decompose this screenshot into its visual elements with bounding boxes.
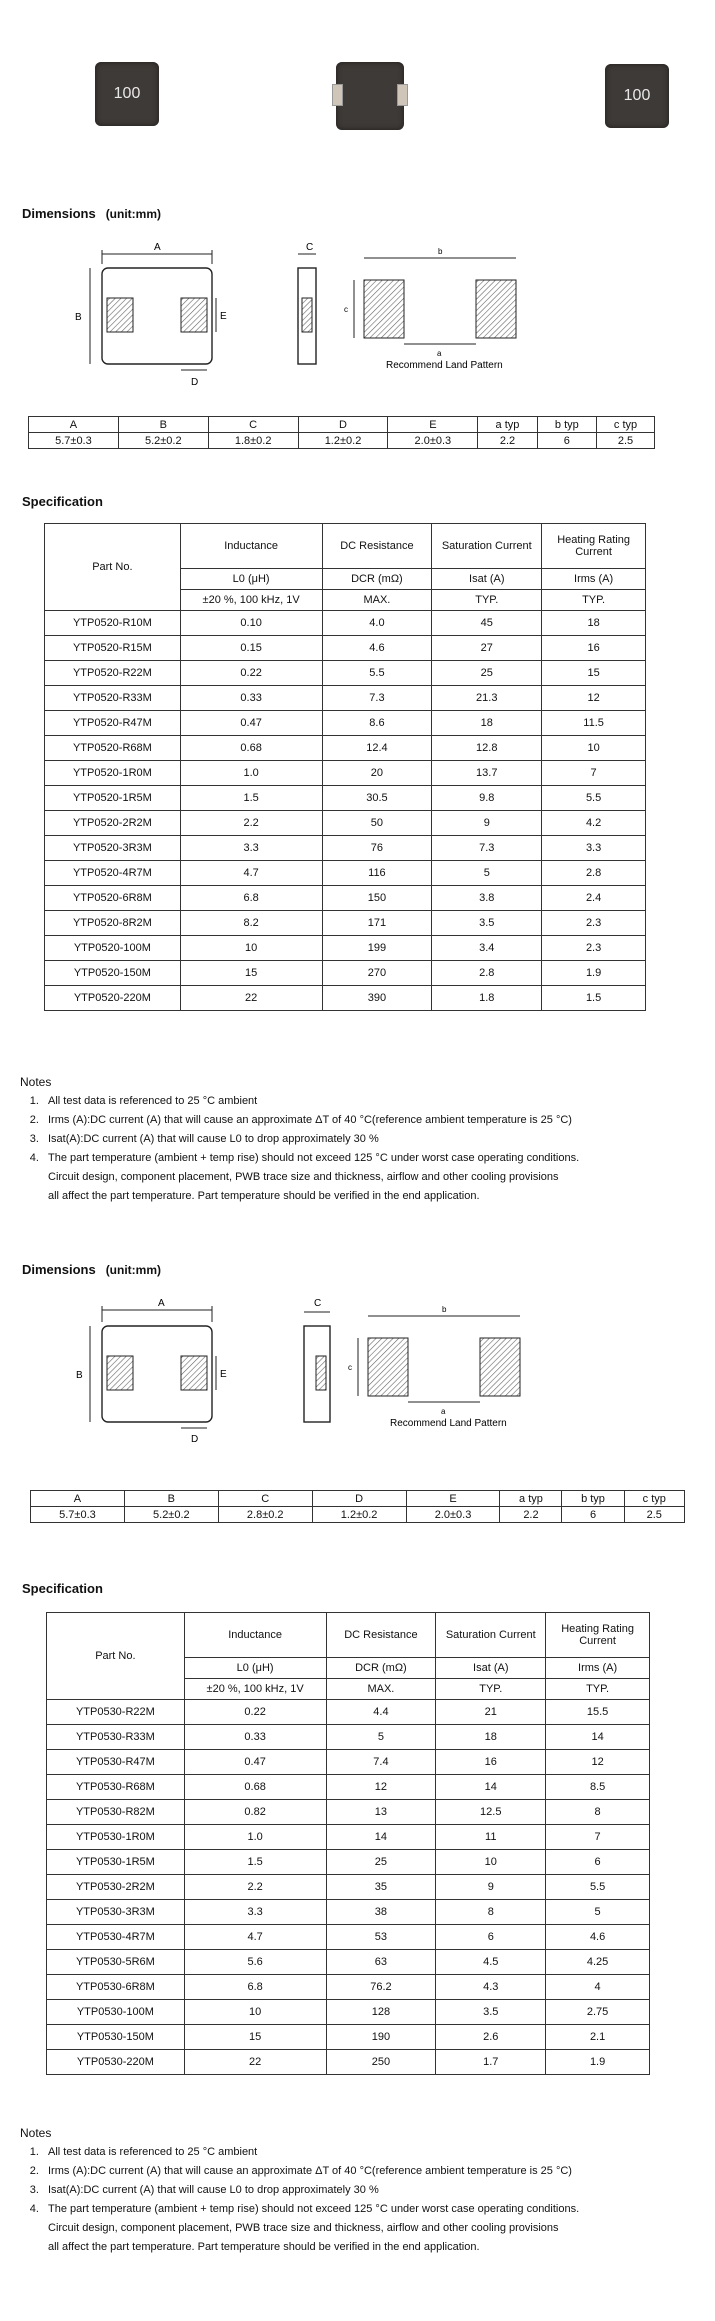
table-cell: 30.5 — [322, 786, 432, 811]
table-cell: YTP0530-5R6M — [47, 1950, 185, 1975]
table-row — [47, 1900, 650, 1925]
table-cell: YTP0520-R10M — [45, 611, 181, 636]
table-cell: 25 — [432, 661, 542, 686]
table-cell: 5 — [546, 1900, 650, 1925]
inductor-photo-side — [336, 62, 404, 130]
table-cell: 12 — [542, 686, 646, 711]
table-cell: YTP0520-R68M — [45, 736, 181, 761]
table-cell: 7.3 — [432, 836, 542, 861]
table-cell: 2.8 — [432, 961, 542, 986]
table-cell: 38 — [326, 1900, 436, 1925]
table-cell: 15 — [542, 661, 646, 686]
table-cell: 2.3 — [542, 936, 646, 961]
table-cell: 13.7 — [432, 761, 542, 786]
table-cell: YTP0530-3R3M — [47, 1900, 185, 1925]
table-row — [47, 1875, 650, 1900]
table-cell: 270 — [322, 961, 432, 986]
table-cell: 7.4 — [326, 1750, 436, 1775]
label-b: B — [75, 312, 82, 323]
table-cell: 53 — [326, 1925, 436, 1950]
table-cell: YTP0520-3R3M — [45, 836, 181, 861]
note-1: 1. All test data is referenced to 25 °C ambient — [42, 1092, 700, 1111]
notes-title: Notes — [20, 2126, 52, 2140]
spec-body — [47, 1700, 650, 2075]
table-cell: 2.4 — [542, 886, 646, 911]
land-label-a: a — [441, 1407, 446, 1416]
unit-label: (unit:mm) — [105, 207, 162, 221]
table-cell: 27 — [432, 636, 542, 661]
table-cell: 8 — [546, 1800, 650, 1825]
table-cell: YTP0520-R22M — [45, 661, 181, 686]
table-cell: 0.15 — [180, 636, 322, 661]
table-cell: 22 — [184, 2050, 326, 2075]
table-cell: 6 — [436, 1925, 546, 1950]
table-cell: 5.5 — [322, 661, 432, 686]
notes — [20, 1073, 700, 1206]
table-cell: 150 — [322, 886, 432, 911]
table-cell: 4.4 — [326, 1700, 436, 1725]
dimension-value-row: 5.7±0.3 5.2±0.2 2.8±0.2 1.2±0.2 2.0±0.3 2.2 6 2.5 — [31, 1507, 685, 1523]
table-cell: 4.3 — [436, 1975, 546, 2000]
note-3: 3. Isat(A):DC current (A) that will cause L0 to drop approximately 30 % — [42, 2181, 710, 2200]
table-cell: 2.1 — [546, 2025, 650, 2050]
col-isat: Saturation Current — [432, 524, 542, 569]
table-cell: YTP0530-R68M — [47, 1775, 185, 1800]
table-cell: YTP0530-4R7M — [47, 1925, 185, 1950]
table-cell: 3.5 — [432, 911, 542, 936]
table-cell: 18 — [542, 611, 646, 636]
table-row — [47, 1975, 650, 2000]
table-cell: YTP0520-R15M — [45, 636, 181, 661]
table-cell: 0.47 — [184, 1750, 326, 1775]
table-row — [45, 911, 646, 936]
table-cell: 45 — [432, 611, 542, 636]
land-pattern-caption: Recommend Land Pattern — [386, 360, 503, 371]
table-cell: 76.2 — [326, 1975, 436, 2000]
table-cell: 7 — [546, 1825, 650, 1850]
table-cell: YTP0520-4R7M — [45, 861, 181, 886]
table-cell: 15 — [180, 961, 322, 986]
table-cell: 50 — [322, 811, 432, 836]
table-cell: 2.2 — [180, 811, 322, 836]
table-row — [47, 1700, 650, 1725]
table-row — [45, 961, 646, 986]
table-cell: 12 — [326, 1775, 436, 1800]
table-cell: YTP0520-8R2M — [45, 911, 181, 936]
table-cell: YTP0520-6R8M — [45, 886, 181, 911]
table-cell: 1.5 — [542, 986, 646, 1011]
note-2: 2. Irms (A):DC current (A) that will cause an approximate ΔT of 40 °C(reference ambient temperature is 25 °C) — [42, 1111, 700, 1130]
table-cell: 199 — [322, 936, 432, 961]
label-a: A — [158, 1298, 165, 1309]
table-cell: YTP0520-1R0M — [45, 761, 181, 786]
table-cell: 0.22 — [184, 1700, 326, 1725]
table-cell: YTP0530-150M — [47, 2025, 185, 2050]
specification-title: Specification — [22, 1581, 103, 1596]
table-cell: 12 — [546, 1750, 650, 1775]
dimension-drawing — [60, 240, 600, 400]
table-cell: 1.9 — [542, 961, 646, 986]
label-d: D — [191, 1434, 199, 1445]
col-inductance: Inductance — [184, 1613, 326, 1658]
notes-title: Notes — [20, 1075, 52, 1089]
table-cell: 0.47 — [180, 711, 322, 736]
table-cell: 18 — [432, 711, 542, 736]
table-row — [47, 1800, 650, 1825]
table-cell: 6 — [546, 1850, 650, 1875]
table-cell: 5.5 — [546, 1875, 650, 1900]
col-irms: Heating Rating Current — [542, 524, 646, 569]
table-cell: 11 — [436, 1825, 546, 1850]
table-cell: 14 — [436, 1775, 546, 1800]
table-cell: 4.7 — [184, 1925, 326, 1950]
table-cell: 250 — [326, 2050, 436, 2075]
table-cell: YTP0530-100M — [47, 2000, 185, 2025]
table-cell: 18 — [436, 1725, 546, 1750]
table-cell: 13 — [326, 1800, 436, 1825]
table-cell: 5 — [326, 1725, 436, 1750]
table-cell: 15 — [184, 2025, 326, 2050]
table-cell: 171 — [322, 911, 432, 936]
table-cell: YTP0520-220M — [45, 986, 181, 1011]
dimensions-title: Dimensions (unit:mm) — [22, 1262, 162, 1277]
table-cell: 21.3 — [432, 686, 542, 711]
table-cell: 16 — [542, 636, 646, 661]
table-cell: 6.8 — [184, 1975, 326, 2000]
table-row — [45, 611, 646, 636]
col-irms: Heating Rating Current — [546, 1613, 650, 1658]
dimension-table — [28, 416, 655, 449]
table-cell: 1.0 — [180, 761, 322, 786]
table-cell: YTP0520-2R2M — [45, 811, 181, 836]
label-d: D — [191, 377, 199, 388]
table-cell: 6.8 — [180, 886, 322, 911]
table-cell: 4.0 — [322, 611, 432, 636]
table-cell: 3.3 — [542, 836, 646, 861]
table-cell: 8.2 — [180, 911, 322, 936]
table-cell: 0.68 — [184, 1775, 326, 1800]
table-row — [47, 1825, 650, 1850]
table-cell: 12.5 — [436, 1800, 546, 1825]
table-cell: 2.75 — [546, 2000, 650, 2025]
specification-table: Part No. Inductance DC Resistance Saturation Current Heating Rating Current L0 (μH) DCR (mΩ) Isat (A) Irms (A) ±20 %, 100 kHz, 1V MAX. TYP. TYP. YTP0530-R22M 0.22 4.4 21 15.5 YTP0530-R33M 0.33 5 18 14 YTP0530-R47M 0.47 7.4 16 12 YTP0530-R68M 0.68 12 14 8.5 YTP0530-R82M 0.82 13 12.5 8 YTP0530-1R0M 1.0 14 11 7 YTP0530-1R5M 1.5 25 10 6 YTP0530-2R2M 2.2 35 9 5.5 YTP0530-3R3M 3.3 38 8 5 YTP0530-4R7M 4.7 53 6 4.6 YTP0530-5R6M 5.6 63 4.5 4.25 YTP0530-6R8M 6.8 76.2 4.3 4 YTP0530-100M 10 128 3.5 2.75 YTP0530-150M 15 190 2.6 2.1 YTP0530-220M 22 250 1.7 1.9 — [46, 1612, 650, 2075]
table-cell: 76 — [322, 836, 432, 861]
table-cell: 0.33 — [180, 686, 322, 711]
table-row — [45, 786, 646, 811]
land-label-a: a — [437, 349, 442, 358]
table-row — [47, 2025, 650, 2050]
note-3: 3. Isat(A):DC current (A) that will cause L0 to drop approximately 30 % — [42, 1130, 700, 1149]
table-cell: 12.4 — [322, 736, 432, 761]
label-a: A — [154, 242, 161, 253]
col-dcr: DC Resistance — [322, 524, 432, 569]
col-part-no: Part No. — [47, 1613, 185, 1700]
table-cell: YTP0520-R33M — [45, 686, 181, 711]
notes — [20, 2124, 710, 2257]
table-row — [47, 1775, 650, 1800]
col-part-no: Part No. — [45, 524, 181, 611]
table-cell: 2.2 — [184, 1875, 326, 1900]
note-4-continued: all affect the part temperature. Part temperature should be verified in the end application. — [48, 2241, 480, 2253]
table-cell: 8 — [436, 1900, 546, 1925]
table-cell: 7 — [542, 761, 646, 786]
table-row — [45, 711, 646, 736]
dimensions-title: Dimensions (unit:mm) — [22, 206, 162, 221]
dimension-drawing — [60, 1292, 600, 1462]
table-cell: YTP0530-6R8M — [47, 1975, 185, 2000]
spec-body — [45, 611, 646, 1011]
table-row — [47, 2000, 650, 2025]
table-cell: 3.5 — [436, 2000, 546, 2025]
table-cell: 1.7 — [436, 2050, 546, 2075]
table-cell: YTP0530-R82M — [47, 1800, 185, 1825]
table-cell: YTP0530-1R5M — [47, 1850, 185, 1875]
table-cell: 4.25 — [546, 1950, 650, 1975]
table-cell: 7.3 — [322, 686, 432, 711]
table-cell: 2.8 — [542, 861, 646, 886]
table-cell: 14 — [326, 1825, 436, 1850]
table-cell: 0.10 — [180, 611, 322, 636]
inductor-photo-angled — [605, 64, 669, 128]
table-cell: YTP0520-100M — [45, 936, 181, 961]
note-4-continued: all affect the part temperature. Part temperature should be verified in the end application. — [48, 1190, 480, 1202]
table-cell: YTP0520-150M — [45, 961, 181, 986]
label-e: E — [220, 311, 227, 322]
table-row — [47, 1950, 650, 1975]
table-cell: 9 — [432, 811, 542, 836]
table-cell: 10 — [184, 2000, 326, 2025]
specification-table: Part No. Inductance DC Resistance Saturation Current Heating Rating Current L0 (μH) DCR (mΩ) Isat (A) Irms (A) ±20 %, 100 kHz, 1V MAX. TYP. TYP. YTP0520-R10M 0.10 4.0 45 18 YTP0520-R15M 0.15 4.6 27 16 YTP0520-R22M 0.22 5.5 25 15 YTP0520-R33M 0.33 7.3 21.3 12 YTP0520-R47M 0.47 8.6 18 11.5 YTP0520-R68M 0.68 12.4 12.8 10 YTP0520-1R0M 1.0 20 13.7 7 YTP0520-1R5M 1.5 30.5 9.8 5.5 YTP0520-2R2M 2.2 50 9 4.2 YTP0520-3R3M 3.3 76 7.3 3.3 YTP0520-4R7M 4.7 116 5 2.8 YTP0520-6R8M 6.8 150 3.8 2.4 YTP0520-8R2M 8.2 171 3.5 2.3 YTP0520-100M 10 199 3.4 2.3 YTP0520-150M 15 270 2.8 1.9 YTP0520-220M 22 390 1.8 1.5 — [44, 523, 646, 1011]
label-b: B — [76, 1370, 83, 1381]
table-row — [45, 836, 646, 861]
table-cell: 5.6 — [184, 1950, 326, 1975]
table-cell: 1.9 — [546, 2050, 650, 2075]
table-cell: 0.33 — [184, 1725, 326, 1750]
table-cell: 16 — [436, 1750, 546, 1775]
table-row — [45, 861, 646, 886]
table-cell: 22 — [180, 986, 322, 1011]
table-row — [47, 1725, 650, 1750]
table-row — [45, 736, 646, 761]
dimension-header-row: A B C D E a typ b typ c typ — [29, 417, 655, 433]
table-cell: 3.8 — [432, 886, 542, 911]
inductor-photo-front — [95, 62, 159, 126]
table-row — [45, 886, 646, 911]
col-inductance: Inductance — [180, 524, 322, 569]
table-row — [45, 661, 646, 686]
table-cell: 8.6 — [322, 711, 432, 736]
table-cell: 5.5 — [542, 786, 646, 811]
table-cell: 128 — [326, 2000, 436, 2025]
note-4: 4. The part temperature (ambient + temp rise) should not exceed 125 °C under worst case operating conditions. — [42, 1149, 700, 1168]
table-cell: YTP0530-220M — [47, 2050, 185, 2075]
table-cell: 4.6 — [546, 1925, 650, 1950]
table-cell: 10 — [436, 1850, 546, 1875]
dimension-header-row: A B C D E a typ b typ c typ — [31, 1491, 685, 1507]
unit-label: (unit:mm) — [105, 1263, 162, 1277]
table-cell: 11.5 — [542, 711, 646, 736]
chip-marking: 100 — [623, 87, 651, 104]
note-1: 1. All test data is referenced to 25 °C ambient — [42, 2143, 710, 2162]
table-row — [47, 1750, 650, 1775]
land-label-c: c — [348, 1363, 352, 1372]
table-cell: YTP0530-R33M — [47, 1725, 185, 1750]
label-e: E — [220, 1369, 227, 1380]
table-cell: 3.3 — [180, 836, 322, 861]
table-cell: 21 — [436, 1700, 546, 1725]
table-cell: 63 — [326, 1950, 436, 1975]
table-cell: 4 — [546, 1975, 650, 2000]
table-cell: YTP0530-1R0M — [47, 1825, 185, 1850]
table-cell: 0.22 — [180, 661, 322, 686]
table-cell: YTP0530-R22M — [47, 1700, 185, 1725]
col-dcr: DC Resistance — [326, 1613, 436, 1658]
table-row — [47, 1850, 650, 1875]
terminal — [332, 84, 343, 106]
table-cell: 5 — [432, 861, 542, 886]
note-2: 2. Irms (A):DC current (A) that will cause an approximate ΔT of 40 °C(reference ambient temperature is 25 °C) — [42, 2162, 710, 2181]
label-c: C — [314, 1298, 322, 1309]
label-c: C — [306, 242, 314, 253]
table-cell: 390 — [322, 986, 432, 1011]
table-row — [45, 636, 646, 661]
table-row — [45, 936, 646, 961]
note-4-continued: Circuit design, component placement, PWB trace size and thickness, airflow and other cooling provisions — [48, 1171, 559, 1183]
table-cell: 2.3 — [542, 911, 646, 936]
table-cell: 35 — [326, 1875, 436, 1900]
table-cell: 2.6 — [436, 2025, 546, 2050]
table-cell: 10 — [542, 736, 646, 761]
table-row — [45, 761, 646, 786]
terminal — [397, 84, 408, 106]
table-cell: 0.82 — [184, 1800, 326, 1825]
note-4: 4. The part temperature (ambient + temp rise) should not exceed 125 °C under worst case operating conditions. — [42, 2200, 710, 2219]
dimension-table — [30, 1490, 685, 1523]
table-cell: 4.5 — [436, 1950, 546, 1975]
table-cell: YTP0530-2R2M — [47, 1875, 185, 1900]
table-cell: 3.3 — [184, 1900, 326, 1925]
chip-marking: 100 — [113, 85, 141, 102]
table-cell: 14 — [546, 1725, 650, 1750]
land-pattern-caption: Recommend Land Pattern — [390, 1418, 507, 1429]
table-cell: YTP0530-R47M — [47, 1750, 185, 1775]
table-cell: 3.4 — [432, 936, 542, 961]
table-cell: 116 — [322, 861, 432, 886]
table-cell: 10 — [180, 936, 322, 961]
table-row — [45, 686, 646, 711]
col-isat: Saturation Current — [436, 1613, 546, 1658]
table-cell: 25 — [326, 1850, 436, 1875]
table-cell: 12.8 — [432, 736, 542, 761]
land-label-b: b — [442, 1305, 447, 1314]
table-cell: YTP0520-R47M — [45, 711, 181, 736]
table-cell: 8.5 — [546, 1775, 650, 1800]
table-cell: 190 — [326, 2025, 436, 2050]
table-row — [47, 1925, 650, 1950]
table-cell: YTP0520-1R5M — [45, 786, 181, 811]
table-row — [47, 2050, 650, 2075]
land-label-c: c — [344, 305, 348, 314]
table-row — [45, 986, 646, 1011]
table-cell: 9 — [436, 1875, 546, 1900]
land-label-b: b — [438, 247, 443, 256]
table-cell: 4.7 — [180, 861, 322, 886]
table-cell: 1.5 — [184, 1850, 326, 1875]
table-cell: 1.0 — [184, 1825, 326, 1850]
note-4-continued: Circuit design, component placement, PWB trace size and thickness, airflow and other cooling provisions — [48, 2222, 559, 2234]
table-row — [45, 811, 646, 836]
table-cell: 4.2 — [542, 811, 646, 836]
specification-title: Specification — [22, 494, 103, 509]
table-cell: 0.68 — [180, 736, 322, 761]
table-cell: 20 — [322, 761, 432, 786]
table-cell: 9.8 — [432, 786, 542, 811]
table-cell: 15.5 — [546, 1700, 650, 1725]
table-cell: 1.5 — [180, 786, 322, 811]
table-cell: 4.6 — [322, 636, 432, 661]
table-cell: 1.8 — [432, 986, 542, 1011]
dimension-value-row: 5.7±0.3 5.2±0.2 1.8±0.2 1.2±0.2 2.0±0.3 2.2 6 2.5 — [29, 433, 655, 449]
